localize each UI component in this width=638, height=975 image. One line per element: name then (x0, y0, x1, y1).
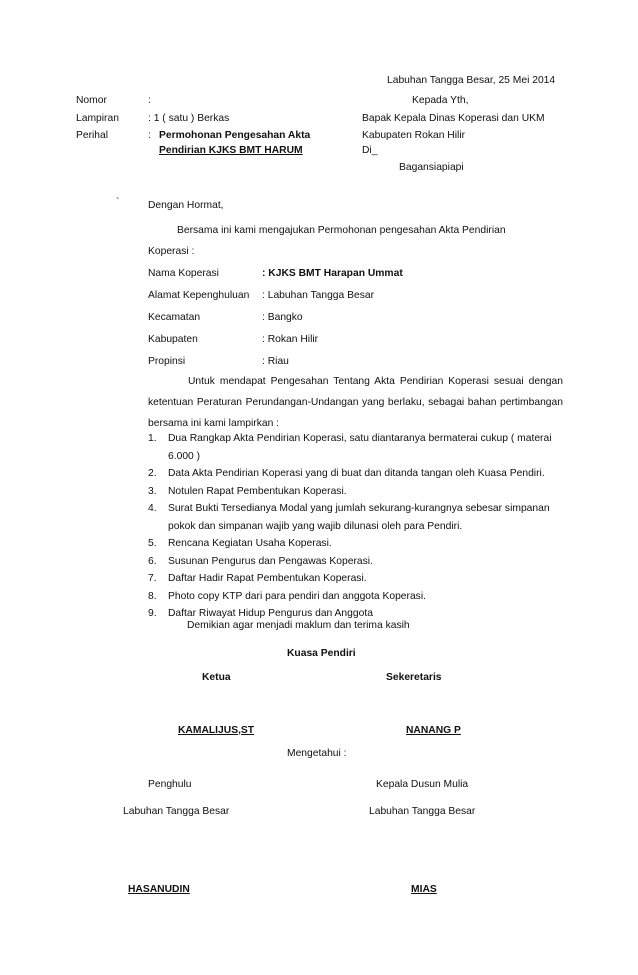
attachment-list (148, 430, 568, 623)
attachment-paragraph: Untuk mendapat Pengesahan Tentang Akta Pendirian Koperasi sesuai dengan ketentuan Peraturan Perundangan-Undangan yang berlaku, sebagai bahan pertimbangan bersama ini kami lampirkan : (148, 376, 563, 429)
perihal-label: Perihal (76, 130, 109, 141)
list-item (148, 483, 568, 501)
recipient-di: Di_ (362, 145, 378, 156)
list-item-number: 2. (148, 468, 157, 479)
list-item-text: Dua Rangkap Akta Pendirian Koperasi, satu diantaranya bermaterai cukup ( materai 6.000 ) (168, 433, 552, 462)
list-item-number: 6. (148, 555, 157, 567)
field-value-propinsi: : Riau (262, 356, 289, 367)
sekretaris-label: Sekeretaris (386, 672, 442, 683)
list-item-number: 4. (148, 503, 157, 514)
nomor-label: Nomor (76, 95, 107, 106)
list-item (148, 570, 568, 588)
ketua-name: KAMALIJUS,ST (178, 725, 255, 736)
list-item (148, 500, 568, 535)
field-value-nama: : KJKS BMT Harapan Ummat (262, 268, 403, 279)
recipient-regency: Kabupaten Rokan Hilir (362, 130, 466, 141)
list-item-number: 3. (148, 485, 157, 497)
kadus-place: Labuhan Tangga Besar (369, 806, 476, 817)
field-value-kabupaten: : Rokan Hilir (262, 334, 319, 345)
lampiran-label: Lampiran (76, 113, 119, 124)
intro-text: Bersama ini kami mengajukan Permohonan pengesahan Akta Pendirian (177, 225, 506, 236)
field-value-kecamatan: : Bangko (262, 312, 303, 323)
list-item-number: 9. (148, 608, 157, 619)
perihal-line2: Pendirian KJKS BMT HARUM (159, 145, 303, 156)
lampiran-value: : 1 ( satu ) Berkas (148, 113, 230, 124)
recipient-title: Bapak Kepala Dinas Koperasi dan UKM (362, 113, 545, 124)
mengetahui-label: Mengetahui : (287, 748, 347, 759)
list-item-number: 8. (148, 590, 157, 602)
intro-continuation: Koperasi : (148, 246, 195, 257)
place-date: Labuhan Tangga Besar, 25 Mei 2014 (387, 75, 556, 86)
list-item (148, 430, 568, 465)
list-item-text: Surat Bukti Tersedianya Modal yang jumlah sekurang-kurangnya sebesar simpanan pokok dan simpanan wajib yang wajib dilunasi oleh para Pendiri. (168, 503, 550, 532)
greeting: Dengan Hormat, (148, 200, 224, 211)
penghulu-place: Labuhan Tangga Besar (123, 806, 230, 817)
perihal-line1: Permohonan Pengesahan Akta (159, 130, 311, 141)
list-item (148, 553, 568, 571)
list-item (148, 465, 568, 483)
field-label-alamat: Alamat Kepenghuluan (148, 290, 250, 301)
kuasa-pendiri-title: Kuasa Pendiri (287, 648, 356, 659)
list-item-number: 1. (148, 433, 157, 444)
list-item-text: Daftar Riwayat Hidup Pengurus dan Anggota (168, 608, 373, 619)
field-value-alamat: : Labuhan Tangga Besar (262, 290, 375, 301)
nomor-value: : (148, 95, 151, 106)
list-item-number: 7. (148, 573, 157, 584)
list-item-text: Photo copy KTP dari para pendiri dan anggota Koperasi. (168, 590, 426, 602)
list-item-text: Data Akta Pendirian Koperasi yang di buat dan ditanda tangan oleh Kuasa Pendiri. (168, 468, 545, 479)
list-item-text: Rencana Kegiatan Usaha Koperasi. (168, 538, 332, 549)
kadus-name: MIAS (411, 884, 437, 895)
list-item-text: Notulen Rapat Pembentukan Koperasi. (168, 485, 347, 497)
recipient-city: Bagansiapiapi (399, 162, 464, 173)
list-item-number: 5. (148, 538, 157, 549)
penghulu-label: Penghulu (148, 779, 192, 790)
sekretaris-name: NANANG P (406, 725, 461, 736)
kadus-label: Kepala Dusun Mulia (376, 779, 469, 790)
list-item-text: Daftar Hadir Rapat Pembentukan Koperasi. (168, 573, 367, 584)
list-item-text: Susunan Pengurus dan Pengawas Koperasi. (168, 555, 373, 567)
recipient-greeting: Kepada Yth, (412, 95, 469, 106)
penghulu-name: HASANUDIN (128, 884, 190, 895)
closing-text: Demikian agar menjadi maklum dan terima kasih (187, 620, 410, 631)
stray-backtick: ` (116, 197, 120, 208)
perihal-colon: : (148, 130, 151, 141)
field-label-kabupaten: Kabupaten (148, 334, 198, 345)
ketua-label: Ketua (202, 672, 231, 683)
list-item (148, 588, 568, 606)
field-label-nama: Nama Koperasi (148, 268, 219, 279)
field-label-propinsi: Propinsi (148, 356, 186, 367)
list-item (148, 535, 568, 553)
field-label-kecamatan: Kecamatan (148, 312, 201, 323)
